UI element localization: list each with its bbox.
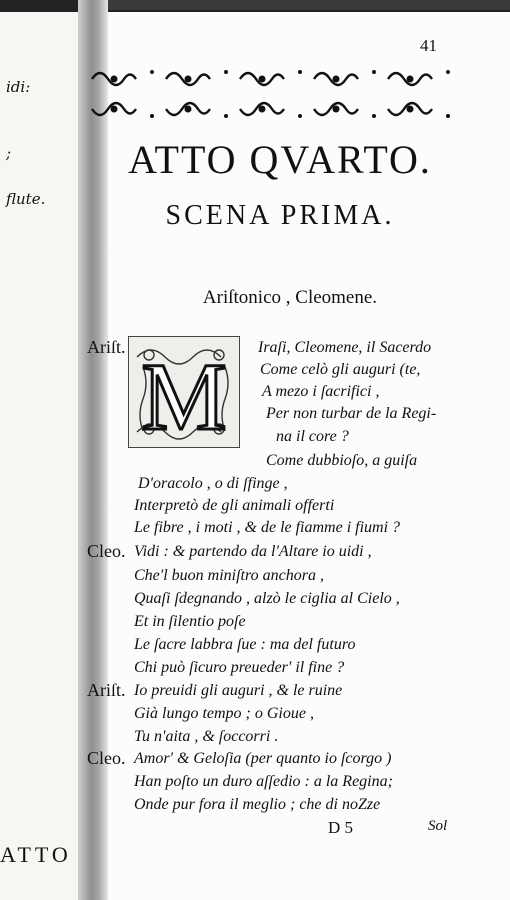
verse-line: Onde pur fora il meglio ; che di noZze: [134, 796, 381, 813]
scene-title: SCENA PRIMA.: [165, 200, 395, 231]
decorated-initial: [128, 336, 240, 448]
page-number: 41: [420, 36, 437, 55]
verse-line: Le fibre , i moti , & de le fiamme i fiumi ?: [134, 519, 401, 536]
verse-line: Come dubbioſo, a guiſa: [266, 452, 418, 469]
verse-line: Han poſto un duro aſſedio : a la Regina;: [134, 773, 393, 790]
left-page: [0, 12, 78, 900]
ornament-band-top: [88, 66, 460, 92]
left-page-fragment: idi:: [6, 78, 31, 96]
signature-mark: D 5: [328, 818, 354, 837]
speaker-label: Cleo.: [87, 748, 126, 768]
verse-line: Vidi : & partendo da l'Altare io uidi ,: [134, 543, 372, 560]
verse-line: D'oracolo , o di ſfinge ,: [138, 475, 288, 492]
left-page-atto: ATTO: [0, 842, 72, 867]
verse-line: na il core ?: [276, 428, 349, 445]
catchword: Sol: [428, 818, 448, 834]
verse-line: Già lungo tempo ; o Gioue ,: [134, 705, 314, 722]
speaker-label: Cleo.: [87, 541, 126, 561]
verse-line: Chi può ſicuro preueder' il fine ?: [134, 659, 345, 676]
speaker-label: Ariſt.: [87, 680, 126, 700]
verse-line: Quaſi ſdegnando , alzò le ciglia al Cielo ,: [134, 590, 400, 607]
verse-line: Io preuidi gli auguri , & le ruine: [134, 682, 343, 699]
left-page-fragment: flute.: [6, 190, 46, 208]
verse-line: Che'l buon miniſtro anchora ,: [134, 567, 324, 584]
left-page-fragment: ;: [6, 144, 12, 162]
ornament-band-bottom: [88, 96, 460, 122]
character-list: Ariſtonico , Cleomene.: [202, 287, 378, 308]
verse-line: Come celò gli auguri (te,: [260, 361, 421, 378]
verse-line: Tu n'aita , & ſoccorri .: [134, 728, 279, 745]
decorated-initial-image: [129, 337, 239, 447]
verse-line: Per non turbar de la Regi-: [266, 405, 437, 422]
act-title: ATTO QVARTO.: [128, 137, 432, 182]
verse-line: A mezo i ſacrifici ,: [262, 383, 380, 400]
verse-line: Iraſi, Cleomene, il Sacerdo: [258, 339, 432, 356]
initial-letter: M: [141, 343, 227, 447]
verse-line: Interpretò de gli animali offerti: [134, 497, 335, 514]
verse-line: Le ſacre labbra ſue : ma del futuro: [134, 636, 356, 653]
scan-top-edge-light: [80, 0, 510, 10]
speaker-label: Ariſt.: [87, 337, 126, 357]
verse-line: Amor' & Geloſia (per quanto io ſcorgo ): [134, 750, 392, 767]
verse-line: Et in ſilentio poſe: [134, 613, 246, 630]
